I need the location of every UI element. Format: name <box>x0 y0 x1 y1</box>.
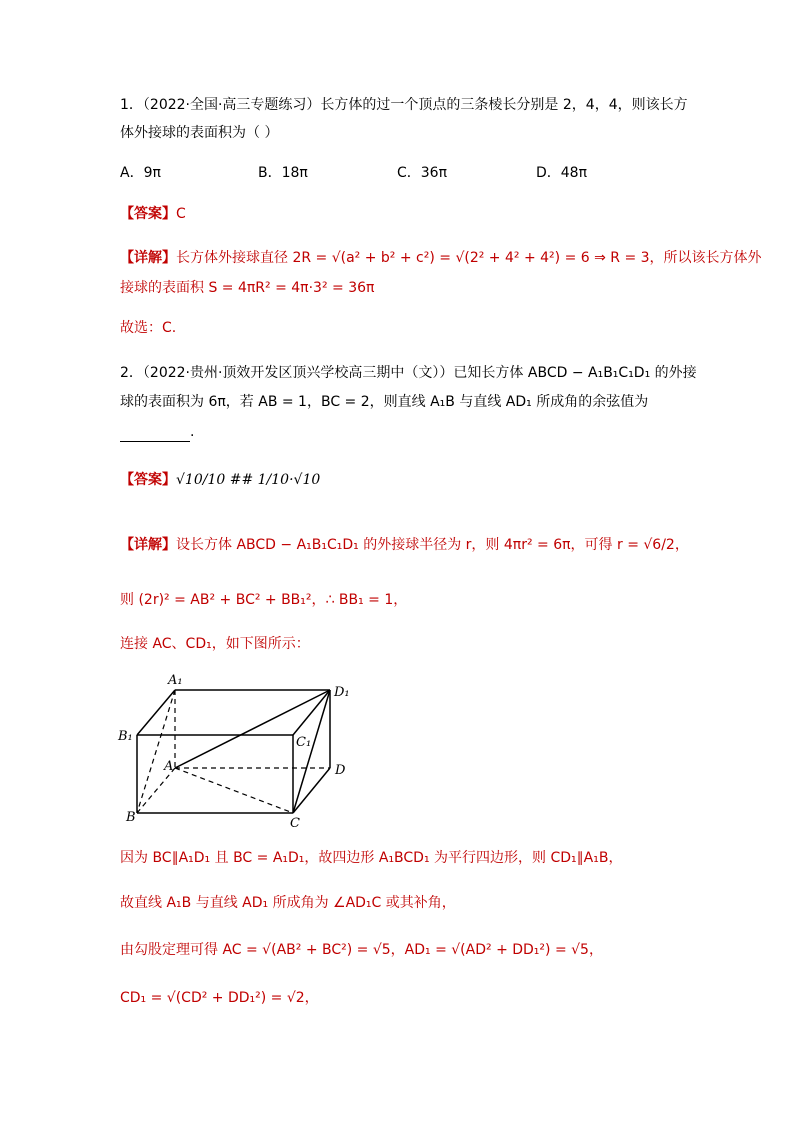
edge-c1-d1 <box>293 690 330 735</box>
q2-stem-line1: 2．（2022·贵州·顶效开发区顶兴学校高三期中（文））已知长方体 ABCD − A₁B₁C₁D₁ 的外接 <box>120 365 697 381</box>
answer-blank <box>120 427 190 442</box>
segment-a1-b <box>137 690 175 813</box>
q2-detail-line3: 连接 AC、CD₁，如下图所示： <box>120 636 310 652</box>
segment-c-d1 <box>293 690 330 813</box>
q1-answer-value: C <box>176 206 186 222</box>
label-b1: B₁ <box>118 729 133 744</box>
q1-option-c: C．36π <box>397 165 448 181</box>
q1-detail-line1 <box>120 248 762 268</box>
q2-answer-label: 【答案】 <box>120 472 176 488</box>
q2-answer <box>120 470 320 490</box>
q1-detail-line2: 接球的表面积 S = 4πR² = 4π·3² = 36π <box>120 280 375 296</box>
label-a: A <box>164 759 174 774</box>
q1-stem-line1: 1．（2022·全国·高三专题练习）长方体的过一个顶点的三条棱长分别是 2，4，4，则该长方 <box>120 97 688 113</box>
label-c: C <box>290 816 300 830</box>
q1-option-a: A．9π <box>120 165 161 181</box>
label-a1: A₁ <box>168 673 183 688</box>
q1-answer <box>120 204 186 224</box>
q1-detail-label: 【详解】 <box>120 250 176 266</box>
q2-stem-line2: 球的表面积为 6π，若 AB = 1，BC = 2，则直线 A₁B 与直线 AD₁ 所成角的余弦值为 <box>120 394 649 410</box>
label-d1: D₁ <box>334 685 350 700</box>
q2-answer-blank <box>120 422 194 442</box>
box-figure <box>110 668 370 830</box>
q2-detail-line6: 由勾股定理可得 AC = √(AB² + BC²) = √5，AD₁ = √(AD² + DD₁²) = √5， <box>120 942 603 958</box>
segment-a-c <box>175 768 293 813</box>
q1-answer-label: 【答案】 <box>120 206 176 222</box>
segment-a-d1 <box>175 690 330 768</box>
hidden-edge-a-b <box>137 768 175 813</box>
q2-detail-line4: 因为 BC∥A₁D₁ 且 BC = A₁D₁，故四边形 A₁BCD₁ 为平行四边形，则 CD₁∥A₁B， <box>120 850 623 866</box>
label-b: B <box>126 810 136 825</box>
q1-stem-line2: 体外接球的表面积为（ ） <box>120 125 279 141</box>
q2-blank-end: . <box>190 424 195 440</box>
q1-option-b: B．18π <box>258 165 308 181</box>
edge-c-d <box>293 768 330 813</box>
q2-detail-text1: 设长方体 ABCD − A₁B₁C₁D₁ 的外接球半径为 r，则 4πr² = 6π，可得 r = √6/2， <box>176 537 689 553</box>
label-d: D <box>335 763 346 778</box>
q2-detail-line5: 故直线 A₁B 与直线 AD₁ 所成角为 ∠AD₁C 或其补角， <box>120 895 456 911</box>
q2-answer-value: √10/10 ## 1/10·√10 <box>176 472 321 488</box>
edge-a1-b1 <box>137 690 175 735</box>
label-c1: C₁ <box>296 735 312 750</box>
q2-detail-line1 <box>120 535 689 555</box>
q1-conclusion: 故选：C. <box>120 320 177 336</box>
q2-detail-line7: CD₁ = √(CD² + DD₁²) = √2， <box>120 990 319 1006</box>
q1-option-d: D．48π <box>536 165 588 181</box>
q1-detail-text1: 长方体外接球直径 2R = √(a² + b² + c²) = √(2² + 4² + 4²) = 6 ⇒ R = 3，所以该长方体外 <box>176 250 762 266</box>
q2-detail-label: 【详解】 <box>120 537 176 553</box>
q2-detail-line2: 则 (2r)² = AB² + BC² + BB₁²，∴ BB₁ = 1， <box>120 592 408 608</box>
